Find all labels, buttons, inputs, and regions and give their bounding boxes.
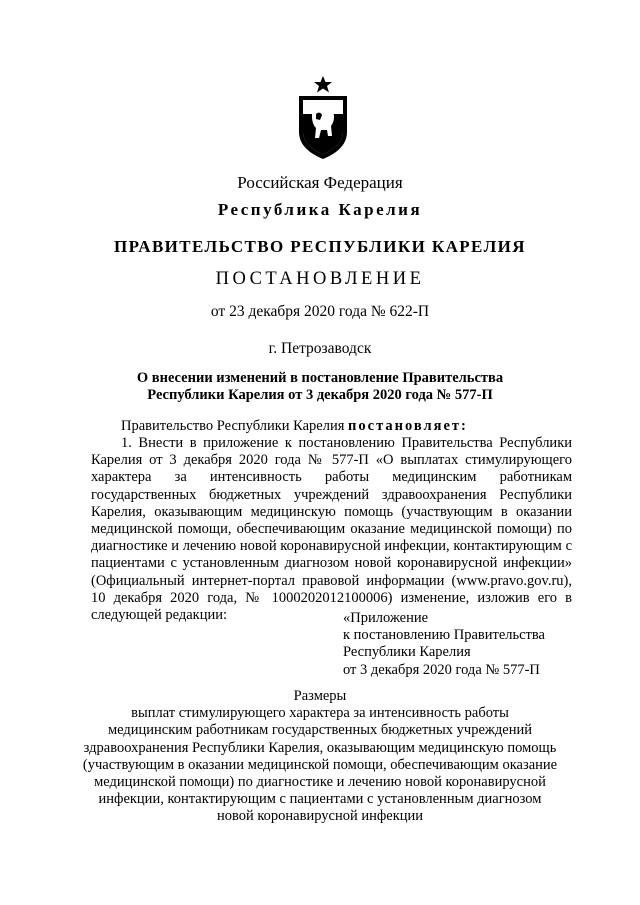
subject-line-2: Республики Карелия от 3 декабря 2020 года № 577-П — [147, 387, 493, 403]
appendix-line-3: Республики Карелия — [343, 644, 471, 661]
republic-name: Республика Карелия — [217, 200, 423, 219]
rates-line: выплат стимулирующего характера за интенсивность работы — [131, 705, 509, 722]
rates-title: Размеры — [293, 688, 347, 704]
intro-text: Правительство Республики Карелия — [121, 418, 349, 434]
document-subject — [0, 370, 640, 404]
government-name: ПРАВИТЕЛЬСТВО РЕСПУБЛИКИ КАРЕЛИЯ — [114, 237, 526, 256]
subject-line-1: О внесении изменений в постановление Правительства — [136, 370, 504, 386]
country-name: Российская Федерация — [237, 173, 403, 192]
item-1-paragraph: 1. Внести в приложение к постановлению Правительства Республики Карелия от 3 декабря 2020 года № 577-П «О выплатах стимулирующего характера за интенсивность работы медицинским работникам государственных бюджетных учреждений здравоохранения Республики Карелия, оказывающим медицинскую помощь (участвующим в оказании медицинской помощи, обеспечивающим оказание медицинской помощи) по диагностике и лечению новой коронавирусной инфекции, контактирующим с пациентами с установленным диагнозом новой коронавирусной инфекции» (Официальный интернет-портал правовой информации (www.pravo.gov.ru), 10 декабря 2020 года, № 1000202012100006) изменение, изложив его в следующей редакции: — [91, 435, 572, 624]
appendix-line-4: от 3 декабря 2020 года № 577-П — [343, 661, 540, 678]
appendix-header — [343, 610, 545, 679]
rates-line: инфекции, контактирующим с пациентами с установленным диагнозом — [98, 791, 542, 808]
rates-line: медицинским работникам государственных бюджетных учреждений — [107, 722, 533, 739]
rates-title-block — [0, 688, 640, 826]
rates-line: здравоохранения Республики Карелия, оказывающим медицинскую помощь — [83, 739, 557, 756]
rates-line: медицинской помощи) по диагностике и лечению новой коронавирусной — [94, 774, 546, 791]
intro-paragraph — [91, 418, 572, 435]
intro-verb: постановляет: — [348, 418, 468, 434]
coat-of-arms-karelia-icon — [295, 76, 351, 160]
document-type: ПОСТАНОВЛЕНИЕ — [215, 269, 425, 289]
appendix-line-1: «Приложение — [343, 610, 429, 626]
rates-line: (участвующим в оказании медицинской помощи, обеспечивающим оказание — [82, 756, 558, 773]
document-date: от 23 декабря 2020 года № 622-П — [210, 303, 430, 320]
appendix-line-2: к постановлению Правительства — [343, 627, 545, 644]
city-name: г. Петрозаводск — [268, 340, 372, 357]
rates-line: новой коронавирусной инфекции — [216, 808, 424, 825]
